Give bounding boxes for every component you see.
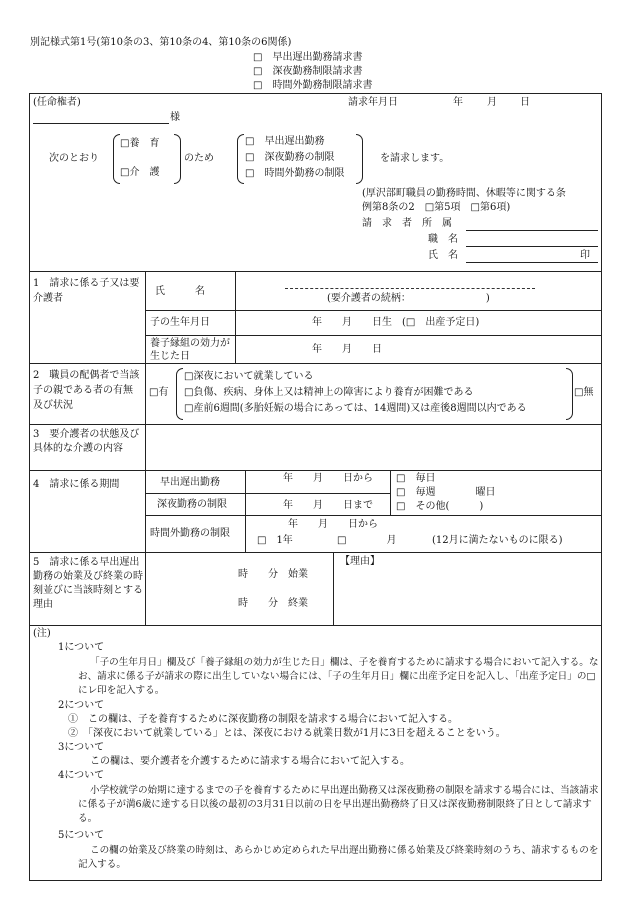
s4-days-divider — [390, 470, 391, 515]
section5-label: 5 請求に係る早出遅出勤務の始業及び終業の時刻並びに当該時刻とする理由 — [33, 557, 143, 610]
section1-label: 1 請求に係る子又は要介護者 — [33, 278, 140, 304]
s2-option-injury[interactable]: □負傷、疾病、身体上又は精神上の障害により養育が困難である — [184, 387, 474, 398]
section4-label: 4 請求に係る期間 — [33, 479, 120, 490]
title-night[interactable]: □ 深夜勤務制限請求書 — [253, 66, 363, 77]
s2-bracket-left — [176, 368, 183, 420]
requester-dept-field[interactable] — [466, 230, 598, 231]
rule-s3-end — [29, 470, 601, 471]
appointer-label: (任命権者) — [33, 97, 81, 108]
s2-option-night[interactable]: □深夜において就業している — [184, 371, 314, 382]
note5-title: 5について — [58, 830, 105, 841]
note2-item1: ① この欄は、子を養育するために深夜勤務の制限を請求する場合において記入する。 — [68, 714, 458, 725]
for-label: のため — [184, 153, 214, 164]
request-month-label: 月 — [487, 97, 497, 108]
note5-text: この欄の始業及び終業の時刻は、あらかじめ定められた早出遅出勤務に係る始業及び終業時刻のうち、請求するものを記入する。 — [78, 845, 599, 870]
s4-from-date[interactable]: 年 月 日から — [283, 473, 373, 484]
s5-end-time[interactable]: 時 分 終業 — [238, 598, 308, 609]
seal-label: 印 — [580, 250, 590, 261]
rule-s5-end — [29, 625, 601, 626]
s1-relationship[interactable]: (要介護者の続柄： ) — [327, 293, 490, 304]
title-overtime[interactable]: □ 時間外勤務制限請求書 — [253, 80, 373, 91]
s4-ot-months-checkbox[interactable]: □ 月 — [337, 535, 397, 546]
s4-until-date[interactable]: 年 月 日まで — [283, 500, 373, 511]
s1-adoption-value[interactable]: 年 月 日 — [312, 344, 382, 355]
purpose-care-checkbox[interactable]: □介 護 — [120, 167, 160, 178]
s5-reason-label: 【理由】 — [340, 556, 380, 567]
s1-row-rule-2 — [145, 335, 601, 336]
note1-title: 1について — [58, 642, 105, 653]
s1-inner-divider — [235, 271, 236, 363]
s2-none-checkbox[interactable]: □無 — [574, 387, 594, 398]
s4-ot-from-date[interactable]: 年 月 日から — [288, 519, 378, 530]
note2-item2: ② 「深夜において就業している」とは、深夜における就業日数が1月に3日を超えることをいう。 — [68, 728, 506, 739]
request-overtime-checkbox[interactable]: □ 時間外勤務の制限 — [245, 168, 345, 179]
rule-s4-end — [29, 552, 601, 553]
rule-s2-end — [29, 424, 601, 425]
note4-title: 4について — [58, 770, 105, 781]
s1-row-rule-1 — [145, 310, 601, 311]
label-column-divider — [145, 271, 146, 625]
name-label: 氏 名 — [428, 250, 458, 261]
s4-weekly-checkbox[interactable]: □ 毎週 曜日 — [396, 487, 496, 498]
s3-content-field[interactable] — [148, 428, 598, 468]
notes-heading: (注) — [33, 628, 51, 639]
purpose-childcare-checkbox[interactable]: □養 育 — [120, 138, 160, 149]
s5-reason-divider — [333, 552, 334, 625]
position-field[interactable] — [466, 246, 598, 247]
s4-night-label: 深夜勤務の制限 — [157, 499, 227, 510]
purpose-bracket-right — [174, 134, 181, 184]
title-early-late[interactable]: □ 早出遅出勤務請求書 — [253, 52, 363, 63]
s4-ot-note: (12月に満たないものに限る) — [432, 535, 563, 546]
s1-adoption-label: 養子縁組の効力が生じた日 — [150, 338, 230, 362]
s4-other-checkbox[interactable]: □ その他( ) — [396, 501, 484, 512]
position-label: 職 名 — [428, 234, 458, 245]
request-suffix: を請求します。 — [380, 153, 450, 164]
ordinance-line-1: (厚沢部町職員の勤務時間、休暇等に関する条 — [362, 188, 566, 199]
as-follows-label: 次のとおり — [49, 153, 99, 164]
rule-s1-end — [29, 363, 601, 364]
s2-has-checkbox[interactable]: □有 — [149, 387, 169, 398]
section3-label: 3 要介護者の状態及び具体的な介護の内容 — [33, 429, 140, 454]
s4-ot-1year-checkbox[interactable]: □ 1年 — [257, 535, 293, 546]
s4-row-rule-1 — [145, 493, 391, 494]
rule-top-end — [29, 271, 601, 272]
s5-start-time[interactable]: 時 分 始業 — [238, 569, 308, 580]
s4-overtime-label: 時間外勤務の制限 — [150, 528, 230, 539]
note3-text: この欄は、要介護者を介護するために請求する場合において記入する。 — [90, 756, 410, 767]
sama-label: 様 — [170, 112, 180, 123]
request-year-label: 年 — [453, 97, 463, 108]
note2-title: 2について — [58, 700, 105, 711]
ordinance-line-2: 例第8条の2 □第5項 □第6項) — [362, 202, 511, 213]
s4-inner-divider — [245, 470, 246, 552]
request-early-late-checkbox[interactable]: □ 早出遅出勤務 — [245, 136, 325, 147]
appointer-name-field[interactable] — [33, 123, 169, 124]
note1-text: 「子の生年月日」欄及び「養子縁組の効力が生じた日」欄は、子を養育するために請求する場合において記入する。なお、請求に係る子が請求の際に出生していない場合には、「子の生年月日」欄に出産予定日を記入し、「出産予定日」の□にレ印を記入する。 — [78, 657, 599, 696]
request-date-label: 請求年月日 — [348, 97, 398, 108]
request-bracket-left — [237, 134, 244, 184]
section2-label: 2 職員の配偶者で当該子の親である者の有無及び状況 — [33, 370, 140, 411]
purpose-bracket-left — [113, 134, 120, 184]
request-bracket-right — [356, 134, 363, 184]
s1-name-field[interactable] — [285, 288, 535, 289]
s2-option-maternity[interactable]: □産前6週間(多胎妊娠の場合にあっては、14週間)又は産後8週間以内である — [184, 403, 527, 414]
s2-bracket-right — [566, 368, 573, 420]
name-field[interactable] — [466, 262, 598, 263]
note3-title: 3について — [58, 742, 105, 753]
note4-text: 小学校就学の始期に達するまでの子を養育するために早出遅出勤務又は深夜勤務の制限を請求する場合には、当該請求に係る子が満6歳に達する日以後の最初の3月31日以前の日を早出遅出勤務終了日又は深夜勤務制限終了日として請求する。 — [78, 785, 599, 824]
s1-birth-label: 子の生年月日 — [150, 317, 210, 328]
request-day-label: 日 — [520, 97, 530, 108]
s4-row-rule-2 — [145, 515, 601, 516]
s4-daily-checkbox[interactable]: □ 毎日 — [396, 473, 436, 484]
request-night-checkbox[interactable]: □ 深夜勤務の制限 — [245, 152, 335, 163]
s4-early-late-label: 早出遅出勤務 — [160, 477, 220, 488]
s1-birth-value[interactable]: 年 月 日生 (□ 出産予定日) — [312, 317, 480, 328]
form-id: 別記様式第1号(第10条の3、第10条の4、第10条の6関係) — [30, 37, 292, 48]
s1-name-label: 氏 名 — [155, 286, 205, 297]
requester-dept-label: 請 求 者 所 属 — [362, 218, 452, 229]
